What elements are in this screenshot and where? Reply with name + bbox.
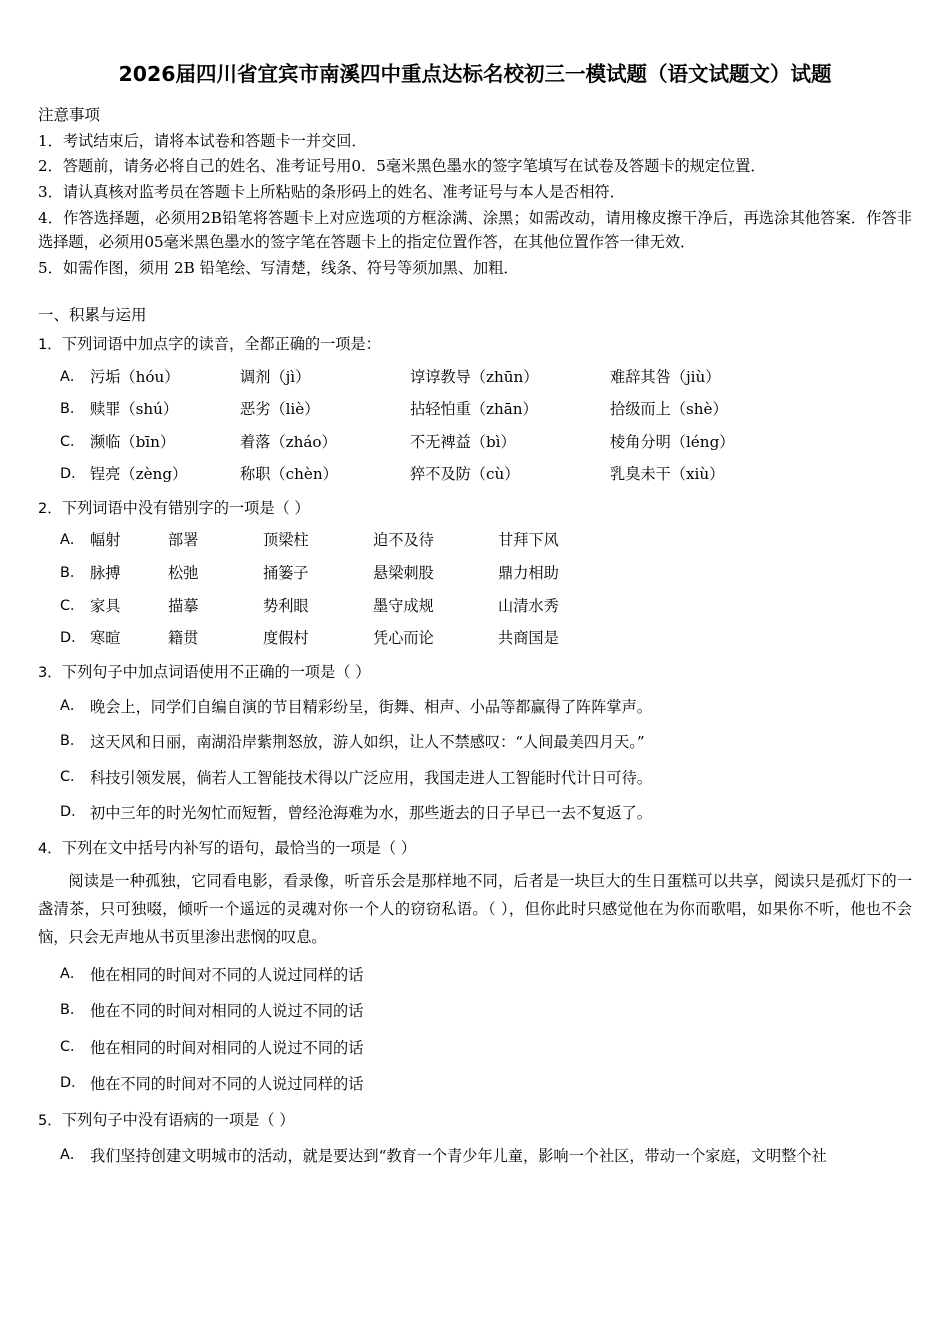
option-cell: 甘拜下风 bbox=[498, 531, 559, 550]
option-label: A． bbox=[60, 965, 85, 982]
question-2-stem bbox=[38, 496, 912, 520]
option-label: C． bbox=[60, 597, 85, 614]
question-4-options bbox=[38, 963, 912, 1096]
option-cell: 迫不及待 bbox=[373, 531, 434, 550]
notice-item: 2．答题前，请务必将自己的姓名、准考证号用0．5毫米黑色墨水的签字笔填写在试卷及答题卡的规定位置． bbox=[38, 157, 766, 176]
option-text: 这天风和日丽，南湖沿岸紫荆怒放，游人如织，让人不禁感叹：“人间最美四月天。” bbox=[90, 733, 645, 752]
question-3-options bbox=[38, 695, 912, 825]
question-1-options bbox=[38, 366, 912, 487]
option-cell: 墨守成规 bbox=[373, 596, 434, 615]
notice-item: 3．请认真核对监考员在答题卡上所粘贴的条形码上的姓名、准考证号与本人是否相符． bbox=[38, 182, 625, 201]
option-cell: 拾级而上（shè） bbox=[610, 400, 728, 419]
section-heading-part-one: 一、积累与运用 bbox=[38, 306, 147, 325]
option-cell: 乳臭未干（xiù） bbox=[610, 465, 725, 484]
question-4-stem bbox=[38, 836, 912, 860]
option-cell: 濒临（bīn） bbox=[90, 432, 176, 451]
option-row[interactable] bbox=[38, 1144, 912, 1168]
option-text: 他在相同的时间对相同的人说过不同的话 bbox=[90, 1038, 364, 1057]
option-text: 我们坚持创建文明城市的活动，就是要达到“教育一个青少年儿童，影响一个社区，带动一个家庭，文明整个社 bbox=[90, 1146, 827, 1165]
option-label: D． bbox=[60, 1074, 86, 1091]
option-row[interactable] bbox=[38, 1036, 912, 1060]
question-3-number: 3． bbox=[38, 663, 62, 681]
option-cell: 难辞其咎（jiù） bbox=[610, 367, 721, 386]
option-label: D． bbox=[60, 803, 86, 820]
question-4-text: 下列在文中括号内补写的语句，最恰当的一项是（ ） bbox=[61, 839, 417, 858]
option-row[interactable] bbox=[38, 431, 912, 455]
option-label: B． bbox=[60, 564, 85, 581]
option-label: C． bbox=[60, 433, 85, 450]
option-row[interactable] bbox=[38, 595, 912, 619]
option-cell: 拈轻怕重（zhān） bbox=[410, 400, 538, 419]
option-row[interactable] bbox=[38, 801, 912, 825]
option-row[interactable] bbox=[38, 398, 912, 422]
option-cell: 调剂（jì） bbox=[240, 367, 311, 386]
option-cell: 籍贯 bbox=[168, 629, 199, 648]
option-cell: 鼎力相助 bbox=[498, 563, 559, 582]
question-1-text: 下列词语中加点字的读音，全都正确的一项是： bbox=[61, 335, 381, 354]
option-label: B． bbox=[60, 733, 85, 750]
option-text: 科技引领发展，倘若人工智能技术得以广泛应用，我国走进人工智能时代计日可待。 bbox=[90, 768, 652, 787]
option-cell: 着落（zháo） bbox=[240, 432, 337, 451]
notice-item: 1．考试结束后，请将本试卷和答题卡一并交回． bbox=[38, 131, 367, 150]
notice-item: 5．如需作图，须用 2B 铅笔绘、写清楚，线条、符号等须加黑、加粗． bbox=[38, 258, 519, 277]
option-cell: 山清水秀 bbox=[498, 596, 559, 615]
option-label: A． bbox=[60, 532, 85, 549]
spacer bbox=[38, 281, 912, 299]
question-2-options bbox=[38, 529, 912, 650]
option-cell: 势利眼 bbox=[263, 596, 309, 615]
notice-item: 4．作答选择题，必须用2B铅笔将答题卡上对应选项的方框涂满、涂黑；如需改动，请用橡皮擦干净后，再选涂其他答案．作答非选择题，必须用05毫米黑色墨水的签字笔在答题卡上的指定位置作答，在其他位置作答一律无效． bbox=[38, 208, 912, 252]
option-row[interactable] bbox=[38, 766, 912, 790]
option-cell: 悬梁刺股 bbox=[373, 563, 434, 582]
option-cell: 赎罪（shú） bbox=[90, 400, 179, 419]
option-label: A． bbox=[60, 1146, 85, 1163]
option-label: A． bbox=[60, 697, 85, 714]
question-1-stem bbox=[38, 332, 912, 356]
question-5-text: 下列句子中没有语病的一项是（ ） bbox=[61, 1111, 295, 1130]
option-label: B． bbox=[60, 401, 85, 418]
option-row[interactable] bbox=[38, 999, 912, 1023]
option-label: A． bbox=[60, 368, 85, 385]
question-4-number: 4． bbox=[38, 840, 62, 858]
question-2-text: 下列词语中没有错别字的一项是（ ） bbox=[61, 499, 310, 518]
option-row[interactable] bbox=[38, 730, 912, 754]
option-cell: 寒暄 bbox=[90, 629, 121, 648]
option-row[interactable] bbox=[38, 529, 912, 553]
option-label: C． bbox=[60, 768, 85, 785]
option-label: D． bbox=[60, 466, 86, 483]
page-title: 2026届四川省宜宾市南溪四中重点达标名校初三一模试题（语文试题文）试题 bbox=[118, 62, 832, 86]
option-cell: 描摹 bbox=[168, 596, 199, 615]
option-text: 他在相同的时间对不同的人说过同样的话 bbox=[90, 965, 364, 984]
option-cell: 松弛 bbox=[168, 563, 199, 582]
option-row[interactable] bbox=[38, 562, 912, 586]
option-text: 晚会上，同学们自编自演的节目精彩纷呈，街舞、相声、小品等都赢得了阵阵掌声。 bbox=[90, 697, 652, 716]
question-5-stem bbox=[38, 1108, 912, 1132]
option-cell: 猝不及防（cù） bbox=[410, 465, 520, 484]
option-cell: 家具 bbox=[90, 596, 121, 615]
option-row[interactable] bbox=[38, 627, 912, 651]
option-cell: 部署 bbox=[168, 531, 199, 550]
question-3-text: 下列句子中加点词语使用不正确的一项是（ ） bbox=[61, 662, 371, 681]
option-row[interactable] bbox=[38, 695, 912, 719]
option-row[interactable] bbox=[38, 963, 912, 987]
option-cell: 度假村 bbox=[263, 629, 309, 648]
option-row[interactable] bbox=[38, 1072, 912, 1096]
question-5-options bbox=[38, 1144, 912, 1168]
question-5-number: 5． bbox=[38, 1112, 62, 1130]
option-cell: 锃亮（zèng） bbox=[90, 465, 188, 484]
option-cell: 不无裨益（bì） bbox=[410, 432, 516, 451]
option-text: 他在不同的时间对相同的人说过不同的话 bbox=[90, 1002, 364, 1021]
option-text: 初中三年的时光匆忙而短暂，曾经沧海难为水，那些逝去的日子早已一去不复返了。 bbox=[90, 803, 652, 822]
option-cell: 凭心而论 bbox=[373, 629, 434, 648]
question-4-passage: 阅读是一种孤独，它同看电影，看录像，听音乐会是那样地不同，后者是一块巨大的生日蛋糕可以共享，阅读只是孤灯下的一盏清茶，只可独啜，倾听一个遥远的灵魂对你一个人的窃窃私语。（ ），但你此时只感觉他在为你而歌唱，如果你不听，他也不会恼，只会无声地从书页里渗出悲悯的叹息。 bbox=[38, 871, 912, 946]
option-cell: 棱角分明（léng） bbox=[610, 432, 735, 451]
option-label: B． bbox=[60, 1002, 85, 1019]
option-cell: 污垢（hóu） bbox=[90, 367, 180, 386]
option-cell: 谆谆教导（zhūn） bbox=[410, 367, 539, 386]
option-cell: 共商国是 bbox=[498, 629, 559, 648]
option-row[interactable] bbox=[38, 366, 912, 390]
notice-heading: 注意事项 bbox=[38, 105, 101, 124]
option-cell: 捅篓子 bbox=[263, 563, 309, 582]
option-cell: 幅射 bbox=[90, 531, 121, 550]
option-label: C． bbox=[60, 1038, 85, 1055]
notice-list bbox=[38, 129, 912, 281]
option-cell: 脉搏 bbox=[90, 563, 121, 582]
option-cell: 称职（chèn） bbox=[240, 465, 338, 484]
option-label: D． bbox=[60, 630, 86, 647]
question-2-number: 2． bbox=[38, 500, 62, 518]
option-cell: 顶梁柱 bbox=[263, 531, 309, 550]
option-cell: 恶劣（liè） bbox=[240, 400, 320, 419]
option-row[interactable] bbox=[38, 463, 912, 487]
question-3-stem bbox=[38, 660, 912, 684]
question-1-number: 1． bbox=[38, 336, 62, 354]
option-text: 他在不同的时间对不同的人说过同样的话 bbox=[90, 1074, 364, 1093]
